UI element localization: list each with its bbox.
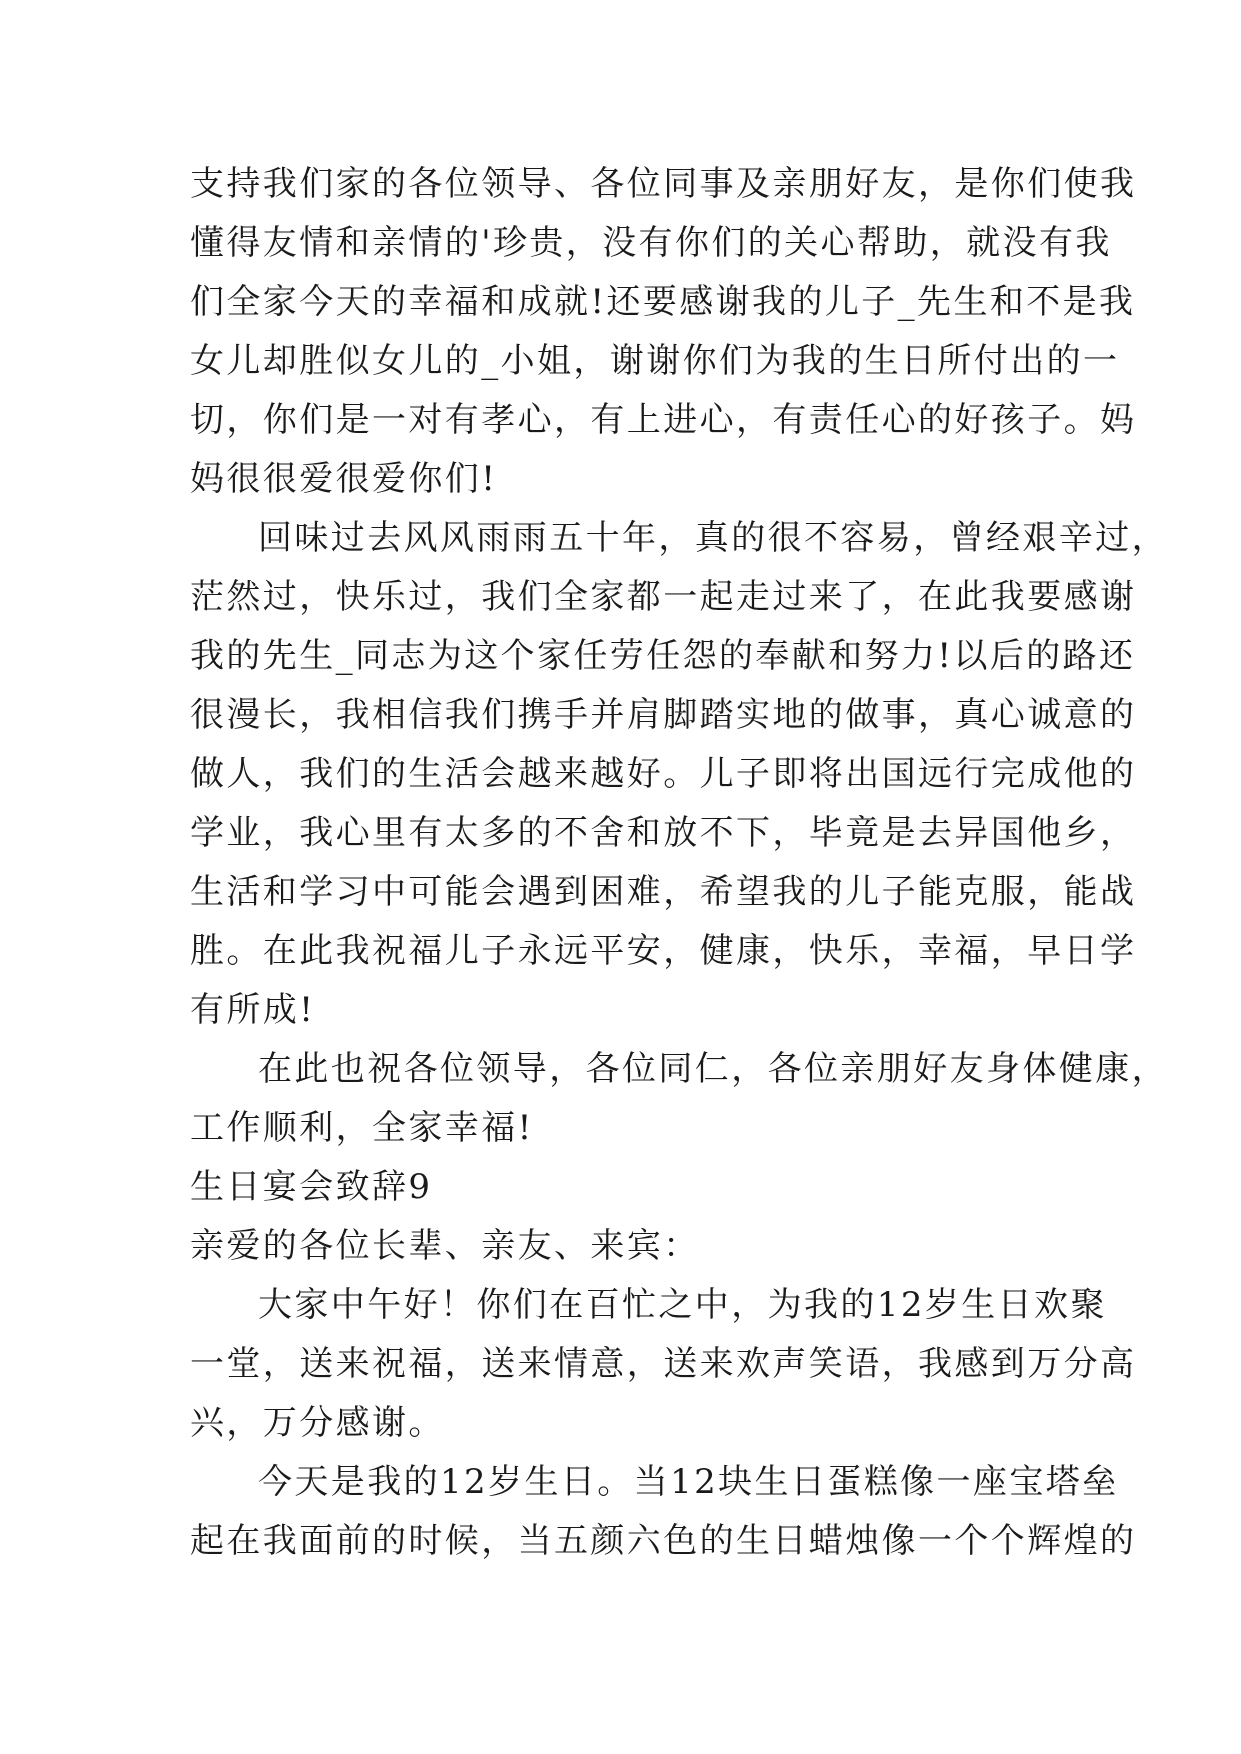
text-line: 兴，万分感谢。	[190, 1403, 445, 1443]
text-line: 很漫长，我相信我们携手并肩脚踏实地的做事，真心诚意的	[190, 695, 1137, 735]
text-line: 学业，我心里有太多的不舍和放不下，毕竟是去异国他乡，	[190, 813, 1137, 853]
document-body	[190, 155, 1168, 1571]
text-line: 切，你们是一对有孝心，有上进心，有责任心的好孩子。妈	[190, 400, 1137, 440]
text-line: 茫然过，快乐过，我们全家都一起走过来了，在此我要感谢	[190, 577, 1137, 617]
paragraph-start-line: 回味过去风风雨雨五十年，真的很不容易，曾经艰辛过，	[258, 518, 1168, 558]
text-line: 们全家今天的幸福和成就!还要感谢我的儿子_先生和不是我	[190, 282, 1136, 322]
paragraph-start-line: 今天是我的12岁生日。当12块生日蛋糕像一座宝塔垒	[258, 1462, 1119, 1502]
text-line: 有所成!	[190, 990, 316, 1030]
text-line: 胜。在此我祝福儿子永远平安，健康，快乐，幸福，早日学	[190, 931, 1137, 971]
text-line: 做人，我们的生活会越来越好。儿子即将出国远行完成他的	[190, 754, 1137, 794]
text-line: 工作顺利，全家幸福!	[190, 1108, 534, 1148]
section-title: 生日宴会致辞9	[190, 1167, 433, 1207]
text-line: 生活和学习中可能会遇到困难，希望我的儿子能克服，能战	[190, 872, 1137, 912]
text-line: 一堂，送来祝福，送来情意，送来欢声笑语，我感到万分高	[190, 1344, 1137, 1384]
text-line: 我的先生_同志为这个家任劳任怨的奉献和努力!以后的路还	[190, 636, 1136, 676]
text-line: 支持我们家的各位领导、各位同事及亲朋好友，是你们使我	[190, 164, 1137, 204]
salutation: 亲爱的各位长辈、亲友、来宾：	[190, 1226, 700, 1266]
text-line: 起在我面前的时候，当五颜六色的生日蜡烛像一个个辉煌的	[190, 1521, 1137, 1561]
paragraph-start-line: 在此也祝各位领导，各位同仁，各位亲朋好友身体健康，	[258, 1049, 1168, 1089]
text-line: 妈很很爱很爱你们!	[190, 459, 498, 499]
text-line: 懂得友情和亲情的'珍贵，没有你们的关心帮助，就没有我	[190, 223, 1112, 263]
text-line: 女儿却胜似女儿的_小姐，谢谢你们为我的生日所付出的一	[190, 341, 1120, 381]
paragraph-start-line: 大家中午好！你们在百忙之中，为我的12岁生日欢聚	[258, 1285, 1107, 1325]
